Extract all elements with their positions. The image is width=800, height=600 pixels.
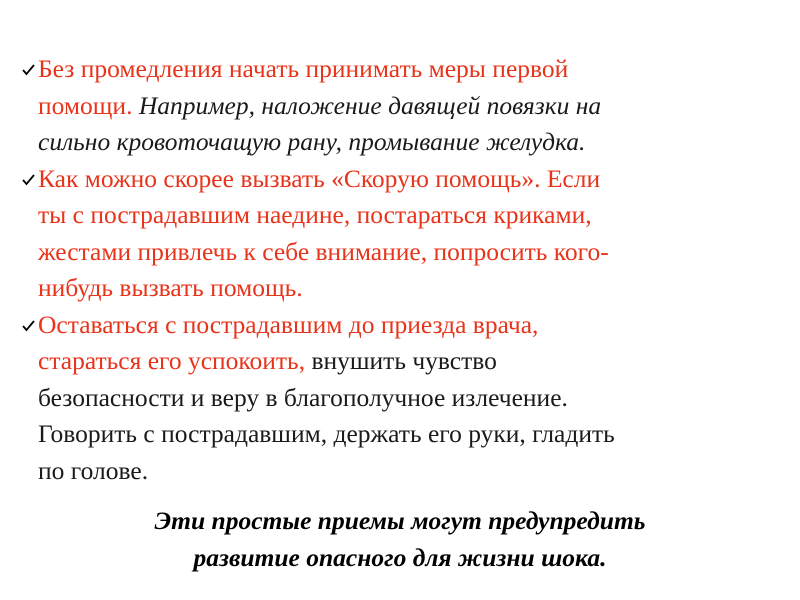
bullet-text: внушить чувство bbox=[305, 346, 497, 375]
bullet-example-text: сильно кровоточащую рану, промывание желудка. bbox=[38, 127, 586, 156]
checkmark-icon bbox=[22, 63, 35, 76]
bullet-call-ambulance bbox=[22, 161, 782, 307]
closing-statement bbox=[0, 503, 800, 576]
bullet-text: безопасности и веру в благополучное излечение. bbox=[38, 382, 568, 412]
bullet-text: жестами привлечь к себе внимание, попросить кого- bbox=[38, 236, 609, 266]
closing-line: Эти простые приемы могут предупредить bbox=[154, 506, 646, 535]
bullet-text: по голове. bbox=[38, 455, 149, 485]
bullet-text: Оставаться с пострадавшим до приезда врача, bbox=[38, 309, 539, 339]
checkmark-icon bbox=[22, 173, 35, 186]
bullet-text: Говорить с пострадавшим, держать его руки, гладить bbox=[38, 419, 615, 448]
checkmark-icon bbox=[22, 319, 35, 332]
bullet-text: Как можно скорее вызвать «Скорую помощь». Если bbox=[38, 163, 601, 193]
bullet-text: стараться его успокоить, bbox=[38, 346, 306, 375]
bullet-stay-with-victim bbox=[22, 307, 782, 490]
bullet-text: Без промедления начать принимать меры первой bbox=[38, 54, 569, 83]
bullet-first-aid bbox=[22, 51, 782, 161]
bullet-list bbox=[22, 51, 782, 489]
bullet-text: ты с пострадавшим наедине, постараться криками, bbox=[38, 200, 592, 229]
bullet-example-text: Например, наложение давящей повязки на bbox=[132, 90, 602, 120]
closing-line: развитие опасного для жизни шока. bbox=[193, 542, 607, 572]
bullet-text: нибудь вызвать помощь. bbox=[38, 273, 303, 302]
bullet-text: помощи. bbox=[38, 90, 133, 120]
